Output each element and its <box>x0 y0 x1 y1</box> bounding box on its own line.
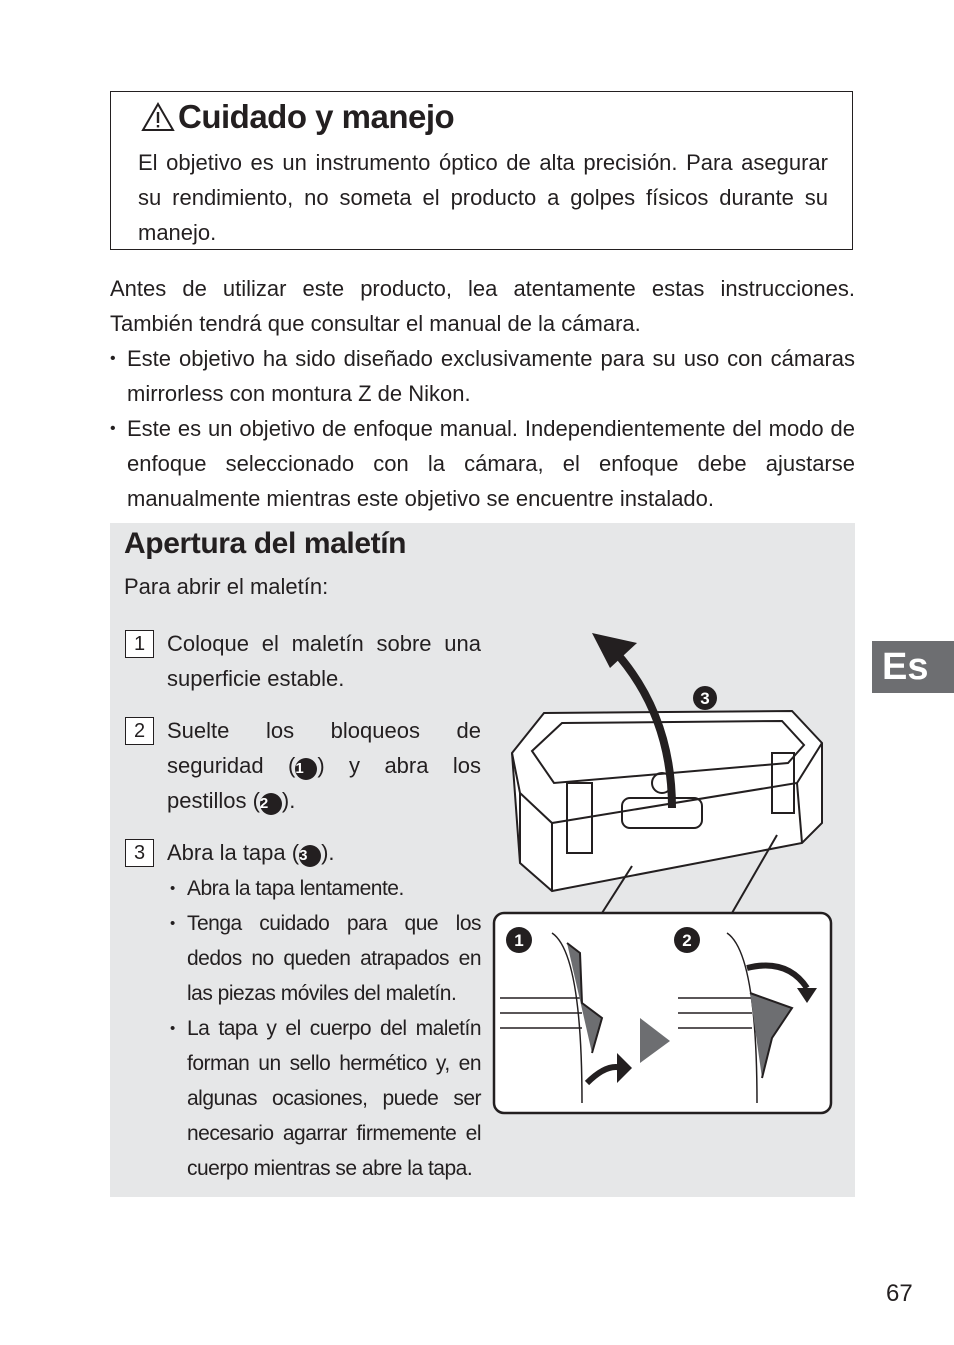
step-text-part: ). <box>281 788 296 813</box>
step-number: 1 <box>125 630 154 658</box>
caution-box <box>110 91 853 250</box>
section-intro: Para abrir el maletín: <box>124 574 329 599</box>
language-tab: Es <box>872 641 954 693</box>
step-text-part: ) y abra los pestillos ( <box>167 753 481 813</box>
step-text-part: Abra la tapa ( <box>167 840 300 865</box>
marker-2: 2 <box>260 793 282 815</box>
illus-marker-3-label: 3 <box>700 689 710 708</box>
step-3 <box>125 835 481 870</box>
case-drawing <box>512 711 822 891</box>
step-number: 3 <box>125 839 154 867</box>
caution-title: Cuidado y manejo <box>178 98 455 135</box>
step-2 <box>125 713 481 818</box>
intro-list <box>110 341 855 516</box>
step-text-part: Suelte los bloqueos de seguridad ( <box>167 718 481 778</box>
step-text <box>167 713 481 818</box>
step-1 <box>125 626 481 696</box>
illus-marker-2-label: 2 <box>682 931 692 950</box>
intro-bullet: • Este objetivo ha sido diseñado exclusivamente para su uso con cámaras mirrorless con montura Z de Nikon. <box>110 341 855 411</box>
caution-heading <box>141 98 454 136</box>
case-illustration <box>492 623 837 1123</box>
caution-text: El objetivo es un instrumento óptico de alta precisión. Para asegurar su rendimiento, no someta el producto a golpes físicos durante su manejo. <box>138 150 828 245</box>
step-text-part: ). <box>321 840 335 865</box>
step-text <box>167 835 481 870</box>
illus-marker-1-label: 1 <box>514 931 524 950</box>
marker-1: 1 <box>295 758 317 780</box>
intro-paragraph: Antes de utilizar este producto, lea atentamente estas instrucciones. También tendrá que consultar el manual de la cámara. <box>110 276 855 336</box>
intro-bullet: • Este es un objetivo de enfoque manual. Independientemente del modo de enfoque seleccionado con la cámara, el enfoque debe ajustarse manualmente mientras este objetivo se encuentre instalado. <box>110 411 855 516</box>
step-3-notes <box>170 871 481 1186</box>
note-item: • Tenga cuidado para que los dedos no queden atrapados en las piezas móviles del maletín. <box>170 906 481 1011</box>
marker-3: 3 <box>299 845 321 867</box>
intro-section <box>110 271 855 516</box>
step-number: 2 <box>125 717 154 745</box>
section-title: Apertura del maletín <box>124 527 407 560</box>
warning-icon <box>141 102 175 132</box>
page-number: 67 <box>886 1280 913 1307</box>
note-item: • La tapa y el cuerpo del maletín forman un sello hermético y, en algunas ocasiones, puede ser necesario agarrar firmemente el cuerpo mientras se abre la tapa. <box>170 1011 481 1186</box>
step-text: Coloque el maletín sobre una superficie estable. <box>167 631 481 691</box>
note-item: • Abra la tapa lentamente. <box>170 871 481 906</box>
case-opening-panel <box>110 523 855 1197</box>
